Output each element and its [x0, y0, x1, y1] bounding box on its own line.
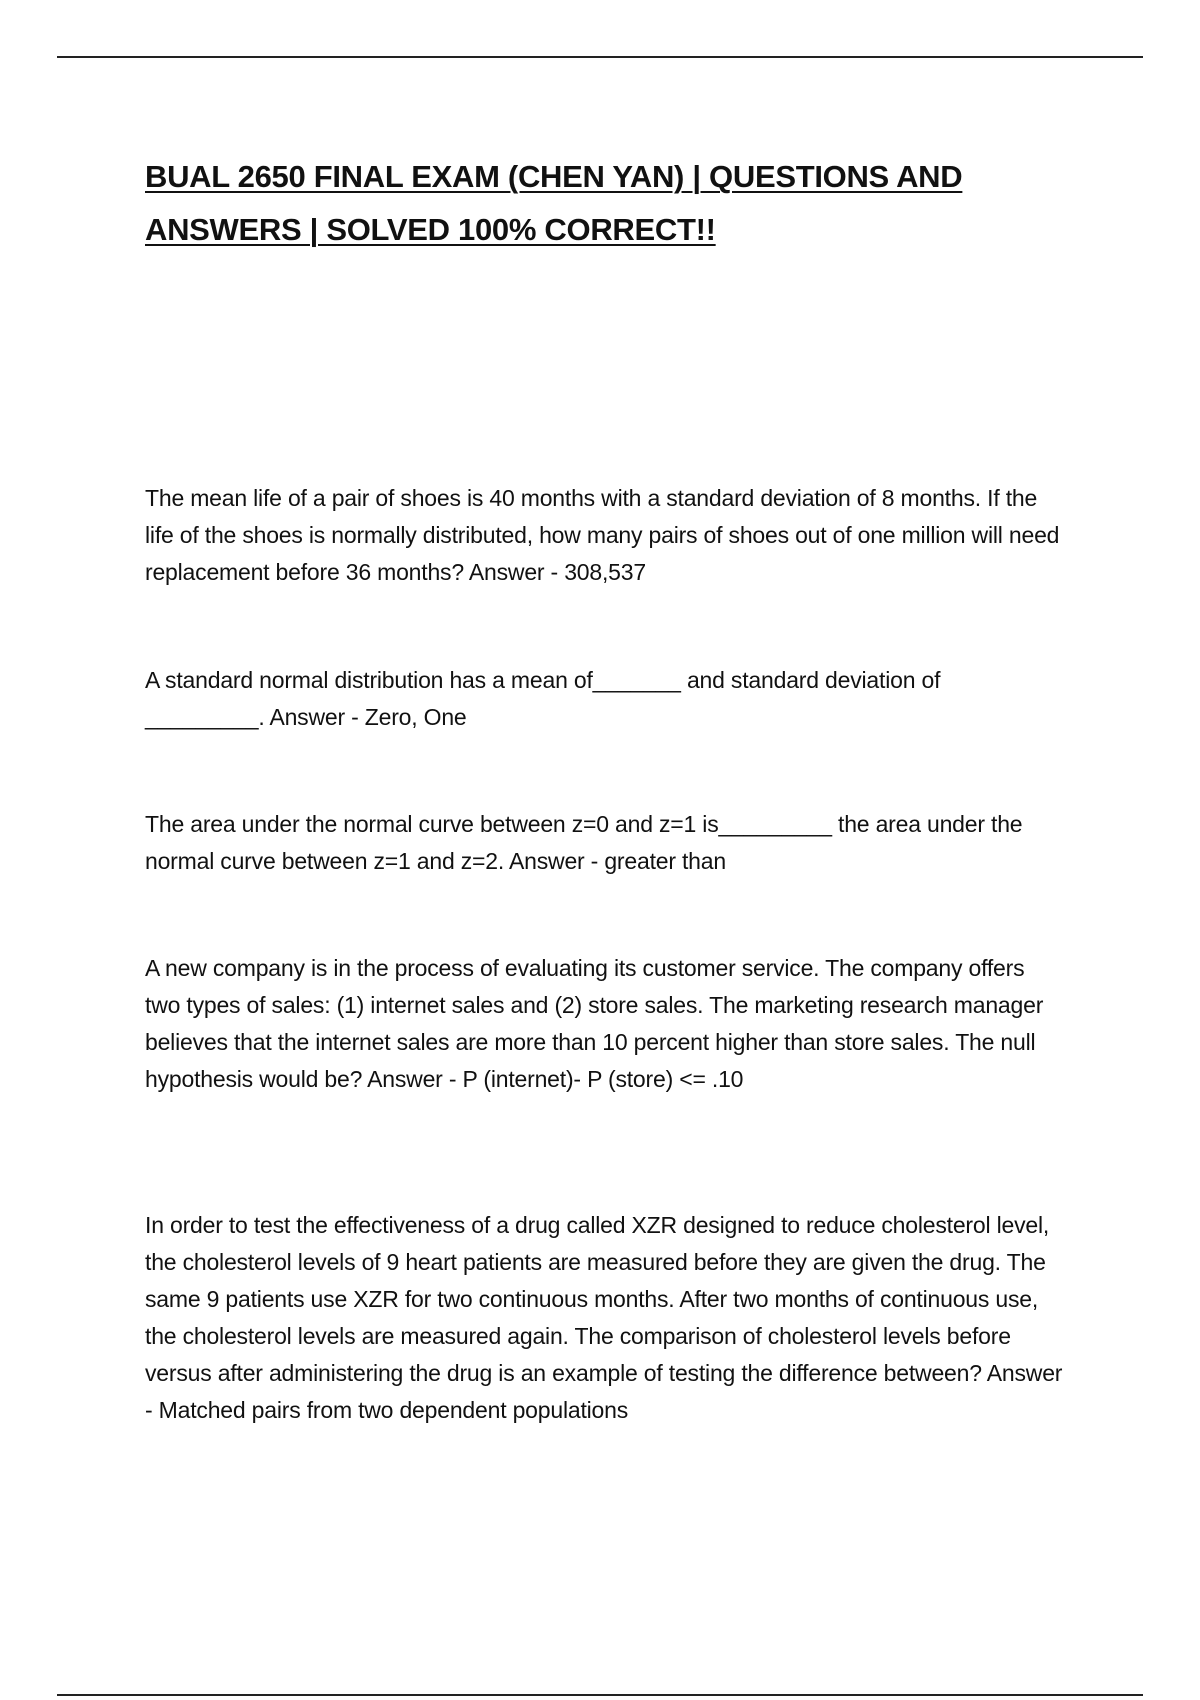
top-divider	[57, 56, 1143, 58]
qa-item-4	[145, 950, 1065, 1098]
answer-text: Answer - 308,537	[468, 559, 646, 585]
answer-text: Answer - P (internet)- P (store) <= .10	[367, 1066, 744, 1092]
question-text: The area under the normal curve between z=0 and z=1 is_________ the area under the normal curve between z=1 and z=2.	[145, 811, 1023, 874]
qa-item-3	[145, 806, 1065, 880]
question-text: A standard normal distribution has a mean of_______ and standard deviation of _________.	[145, 667, 941, 730]
answer-text: Answer - Matched pairs from two dependent populations	[145, 1360, 1063, 1423]
document-title: BUAL 2650 FINAL EXAM (CHEN YAN) | QUESTIONS AND ANSWERS | SOLVED 100% CORRECT!!	[145, 159, 963, 247]
qa-item-2	[145, 662, 1065, 736]
qa-item-1	[145, 480, 1065, 591]
question-text: A new company is in the process of evaluating its customer service. The company offers two types of sales: (1) internet sales and (2) store sales. The marketing research manager believes that the internet sales are more than 10 percent higher than store sales. The null hypothesis would be?	[145, 955, 1044, 1092]
qa-item-5	[145, 1207, 1065, 1429]
answer-text: Answer - Zero, One	[269, 704, 467, 730]
answer-text: Answer - greater than	[509, 848, 726, 874]
bottom-divider	[57, 1694, 1143, 1696]
question-text: The mean life of a pair of shoes is 40 months with a standard deviation of 8 months. If the life of the shoes is normally distributed, how many pairs of shoes out of one million will need replacement before 36 months?	[145, 485, 1060, 585]
question-text: In order to test the effectiveness of a drug called XZR designed to reduce cholesterol level, the cholesterol levels of 9 heart patients are measured before they are given the drug. The same 9 patients use XZR for two continuous months. After two months of continuous use, the cholesterol levels are measured again. The comparison of cholesterol levels before versus after administering the drug is an example of testing the difference between?	[145, 1212, 1050, 1386]
